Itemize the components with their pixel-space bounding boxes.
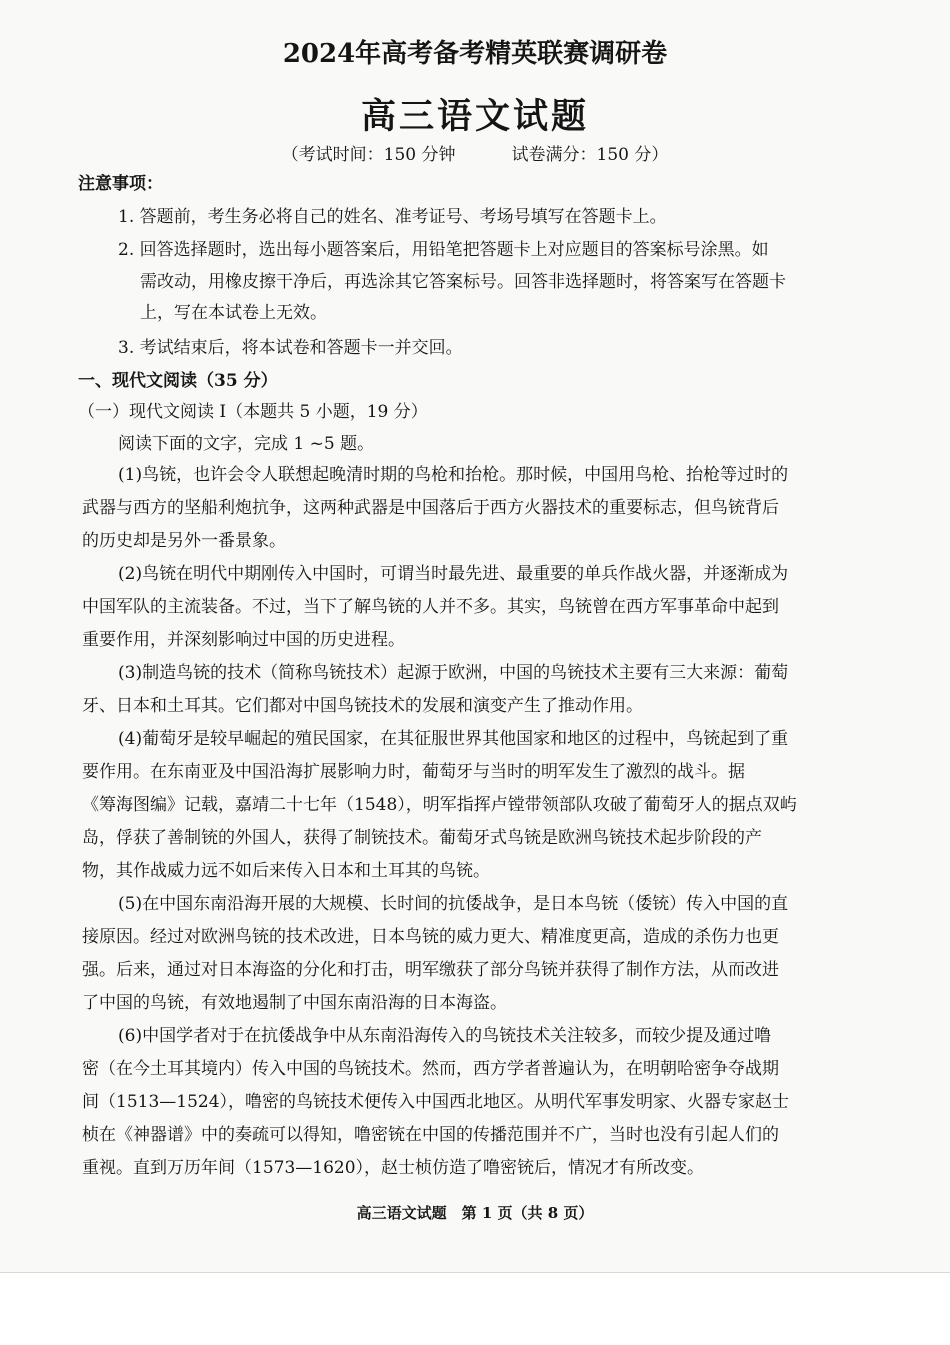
passage-line: (2)鸟铳在明代中期刚传入中国时，可谓当时最先进、最重要的单兵作战火器，并逐渐成为 [118,564,789,584]
full-score: 试卷满分：150 分） [511,145,669,165]
passage-line: 密（在今土耳其境内）传入中国的鸟铳技术。然而，西方学者普遍认为，在明朝哈密争夺战期 [82,1059,779,1079]
passage-line: 《筹海图编》记载，嘉靖二十七年（1548），明军指挥卢镗带领部队攻破了葡萄牙人的据点双屿 [82,795,797,815]
passage-line: (4)葡萄牙是较早崛起的殖民国家，在其征服世界其他国家和地区的过程中，鸟铳起到了重 [118,729,789,749]
exam-title: 2024年高考备考精英联赛调研卷 [282,39,668,69]
passage-line: 岛，俘获了善制铳的外国人，获得了制铳技术。葡萄牙式鸟铳是欧洲鸟铳技术起步阶段的产 [82,828,762,848]
passage-line: (1)鸟铳，也许会令人联想起晚清时期的鸟枪和抬枪。那时候，中国用鸟枪、抬枪等过时的 [118,465,789,485]
notice-item: 2. 回答选择题时，选出每小题答案后，用铅笔把答题卡上对应题目的答案标号涂黑。如 [118,240,769,260]
notice-item: 需改动，用橡皮擦干净后，再选涂其它答案标号。回答非选择题时，将答案写在答题卡 [140,272,786,292]
passage-line: 的历史却是另外一番景象。 [82,531,286,551]
passage-line: (5)在中国东南沿海开展的大规模、长时间的抗倭战争，是日本鸟铳（倭铳）传入中国的直 [118,894,789,914]
notice-heading: 注意事项： [78,174,163,194]
notice-item: 上，写在本试卷上无效。 [140,303,327,323]
notice-item: 3. 考试结束后，将本试卷和答题卡一并交回。 [118,338,463,358]
section-subheading: （一）现代文阅读 I（本题共 5 小题，19 分） [78,402,428,422]
section-instruction: 阅读下面的文字，完成 1 ~5 题。 [118,434,375,454]
passage-line: 物，其作战威力远不如后来传入日本和土耳其的鸟铳。 [82,861,490,881]
passage-line: 中国军队的主流装备。不过，当下了解鸟铳的人并不多。其实，鸟铳曾在西方军事革命中起到 [82,597,779,617]
passage-line: 牙、日本和土耳其。它们都对中国鸟铳技术的发展和演变产生了推动作用。 [82,696,643,716]
passage-line: 间（1513—1524），噜密的鸟铳技术便传入中国西北地区。从明代军事发明家、火器专家赵士 [82,1092,790,1112]
passage-line: 重视。直到万历年间（1573—1620），赵士桢仿造了噜密铳后，情况才有所改变。 [82,1158,705,1178]
passage-line: 重要作用，并深刻影响过中国的历史进程。 [82,630,405,650]
section-heading: 一、现代文阅读（35 分） [78,371,278,391]
exam-time: （考试时间：150 分钟 [281,145,456,165]
exam-subtitle: 高三语文试题 [360,96,589,137]
exam-meta [0,144,950,166]
passage-line: 武器与西方的坚船利炮抗争，这两种武器是中国落后于西方火器技术的重要标志，但鸟铳背后 [82,498,779,518]
notice-item: 1. 答题前，考生务必将自己的姓名、准考证号、考场号填写在答题卡上。 [118,207,667,227]
passage-line: 强。后来，通过对日本海盗的分化和打击，明军缴获了部分鸟铳并获得了制作方法，从而改进 [82,960,779,980]
passage-line: 要作用。在东南亚及中国沿海扩展影响力时，葡萄牙与当时的明军发生了激烈的战斗。据 [82,762,745,782]
passage-line: (6)中国学者对于在抗倭战争中从东南沿海传入的鸟铳技术关注较多，而较少提及通过噜 [118,1026,772,1046]
page-footer: 高三语文试题 第 1 页（共 8 页） [356,1204,594,1222]
passage-line: 桢在《神器谱》中的奏疏可以得知，噜密铳在中国的传播范围并不广，当时也没有引起人们的 [82,1125,779,1145]
passage-line: (3)制造鸟铳的技术（简称鸟铳技术）起源于欧洲，中国的鸟铳技术主要有三大来源：葡萄 [118,663,789,683]
passage-line: 了中国的鸟铳，有效地遏制了中国东南沿海的日本海盗。 [82,993,507,1013]
sheet-edge [0,1272,950,1273]
passage-line: 接原因。经过对欧洲鸟铳的技术改进，日本鸟铳的威力更大、精准度更高，造成的杀伤力也更 [82,927,779,947]
